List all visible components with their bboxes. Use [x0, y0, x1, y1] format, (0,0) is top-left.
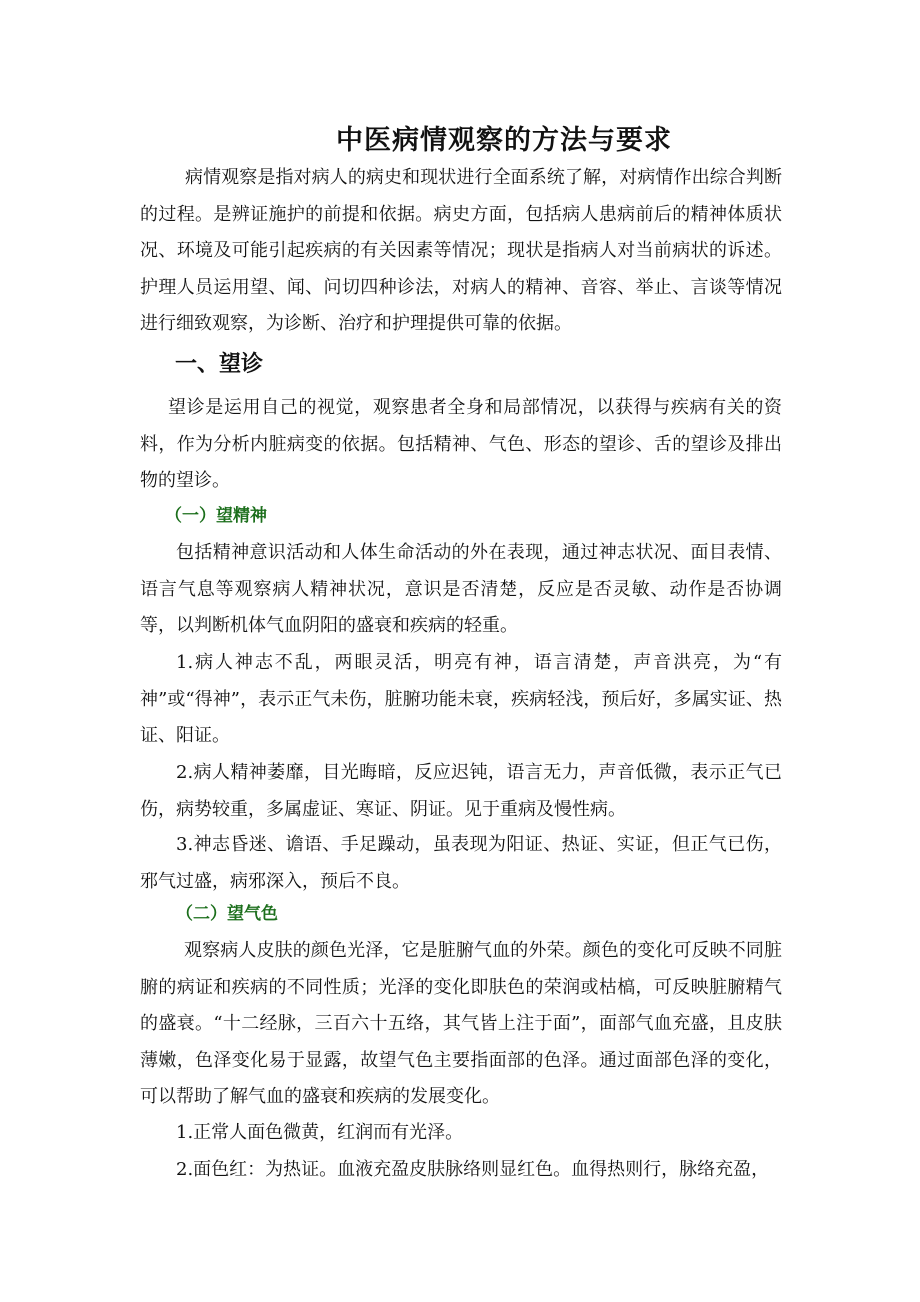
spirit-item-1: 1.病人神志不乱，两眼灵活，明亮有神，语言清楚，声音洪亮，为“有神”或“得神”，表示正气未伤，脏腑功能未衰，疾病轻浅，预后好，多属实证、热证、阳证。: [140, 652, 782, 747]
section-intro-paragraph: 望诊是运用自己的视觉，观察患者全身和局部情况，以获得与疾病有关的资料，作为分析内脏病变的依据。包括精神、气色、形态的望诊、舌的望诊及排出物的望诊。: [140, 397, 782, 492]
page-title: 中医病情观察的方法与要求: [336, 125, 672, 156]
spirit-intro-paragraph: 包括精神意识活动和人体生命活动的外在表现，通过神志状况、面目表情、语言气息等观察病人精神状况，意识是否清楚，反应是否灵敏、动作是否协调等，以判断机体气血阴阳的盛衰和疾病的轻重。: [140, 542, 782, 637]
complexion-item-1: 1.正常人面色微黄，红润而有光泽。: [176, 1122, 464, 1143]
spirit-item-2: 2.病人精神萎靡，目光晦暗，反应迟钝，语言无力，声音低微，表示正气已伤，病势较重，多属虚证、寒证、阴证。见于重病及慢性病。: [140, 762, 782, 820]
complexion-intro-paragraph: 观察病人皮肤的颜色光泽，它是脏腑气血的外荣。颜色的变化可反映不同脏腑的病证和疾病的不同性质；光泽的变化即肤色的荣润或枯槁，可反映脏腑精气的盛衰。“十二经脉，三百六十五络，其气皆上注于面”，面部气血充盛，且皮肤薄嫩，色泽变化易于显露，故望气色主要指面部的色泽。通过面部色泽的变化，可以帮助了解气血的盛衰和疾病的发展变化。: [140, 940, 782, 1108]
subsection-heading-spirit: （一）望精神: [165, 506, 267, 526]
section-heading-inspection: 一、望诊: [175, 352, 264, 377]
subsection-heading-complexion: （二）望气色: [176, 904, 278, 924]
complexion-item-2: 2.面色红：为热证。血液充盈皮肤脉络则显红色。血得热则行，脉络充盈，: [176, 1159, 770, 1180]
spirit-item-3: 3.神志昏迷、谵语、手足躁动，虽表现为阳证、热证、实证，但正气已伤，邪气过盛，病邪深入，预后不良。: [140, 834, 782, 892]
intro-paragraph: 病情观察是指对病人的病史和现状进行全面系统了解，对病情作出综合判断的过程。是辨证施护的前提和依据。病史方面，包括病人患病前后的精神体质状况、环境及可能引起疾病的有关因素等情况；现状是指病人对当前病状的诉述。护理人员运用望、闻、问切四种诊法，对病人的精神、音容、举止、言谈等情况进行细致观察，为诊断、治疗和护理提供可靠的依据。: [140, 167, 782, 335]
